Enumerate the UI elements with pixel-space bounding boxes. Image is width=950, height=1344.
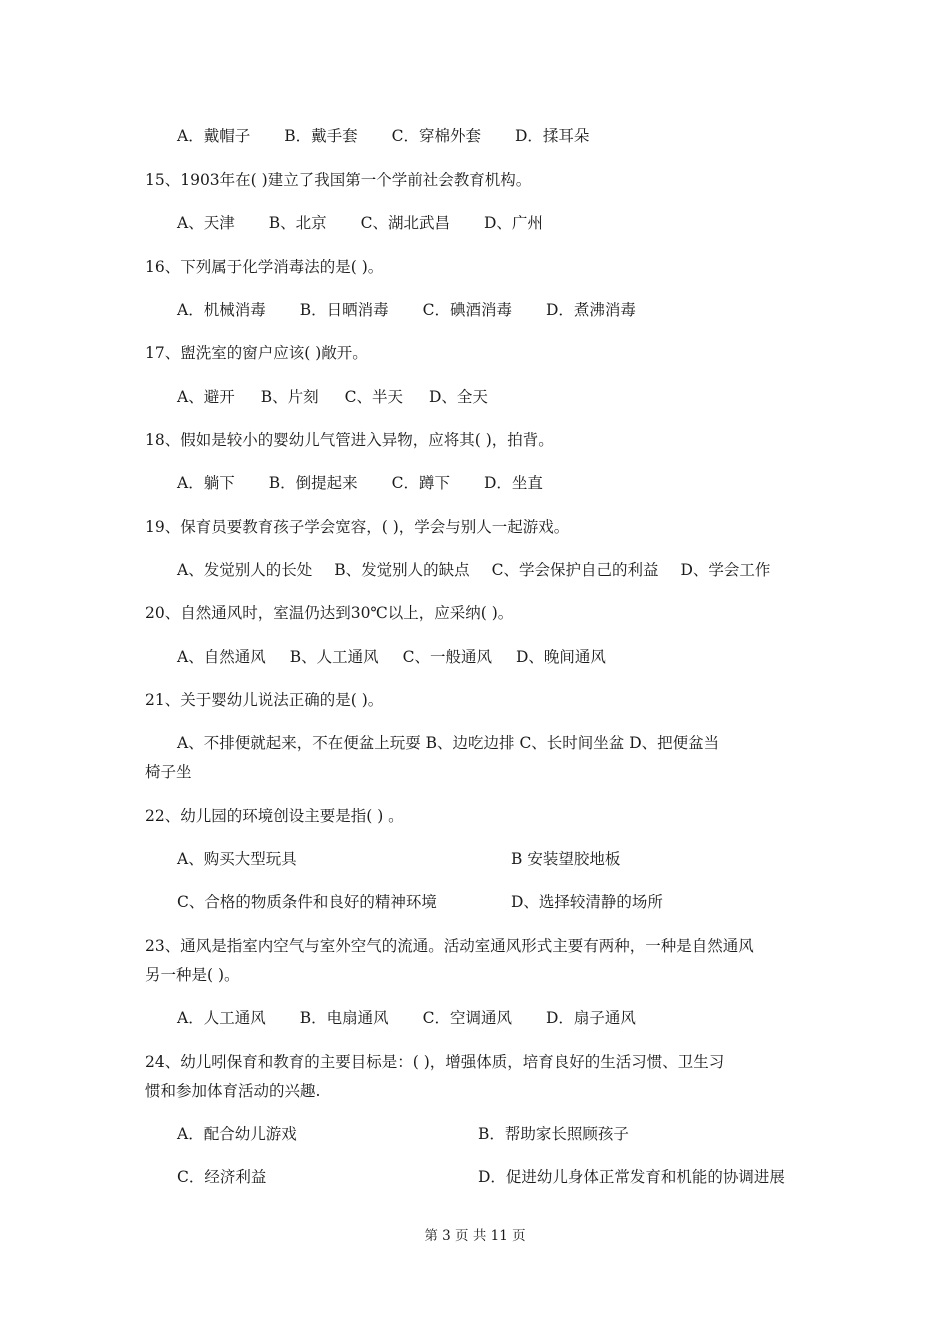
q23-option-b: B．电扇通风 <box>299 1009 389 1027</box>
q18-question: 18、假如是较小的婴幼儿气管进入异物，应将其( )，拍背。 <box>145 431 554 449</box>
q20-question: 20、自然通风时，室温仍达到30℃以上，应采纳( )。 <box>145 604 514 622</box>
q20-options <box>177 647 606 667</box>
q18-option-c: C．蹲下 <box>391 474 450 492</box>
q14-option-c: C．穿棉外套 <box>391 127 481 145</box>
page-footer: 第 3 页 共 11 页 <box>424 1228 526 1244</box>
q18-option-b: B．倒提起来 <box>268 474 358 492</box>
q15-option-c: C、湖北武昌 <box>360 214 450 232</box>
q20-option-a: A、自然通风 <box>177 648 266 666</box>
q19-option-a: A、发觉别人的长处 <box>177 561 313 579</box>
q23-question-line1: 23、通风是指室内空气与室外空气的流通。活动室通风形式主要有两种，一种是自然通风 <box>145 937 754 955</box>
q24-option-d: D．促进幼儿身体正常发育和机能的协调进展 <box>478 1168 785 1186</box>
q16-options <box>177 300 636 320</box>
q14-options <box>177 126 589 146</box>
q18-option-a: A．躺下 <box>177 474 235 492</box>
q22-option-d: D、选择较清静的场所 <box>511 893 663 911</box>
q22-option-a: A、购买大型玩具 <box>177 850 297 868</box>
q23-option-c: C．空调通风 <box>422 1009 512 1027</box>
q17-option-c: C、半天 <box>344 388 403 406</box>
q21-options-line1: A、不排便就起来，不在便盆上玩耍 B、边吃边排 C、长时间坐盆 D、把便盆当 <box>177 734 720 752</box>
q16-option-a: A．机械消毒 <box>177 301 266 319</box>
q24-question-line2: 惯和参加体育活动的兴趣. <box>145 1082 321 1100</box>
q17-option-a: A、避开 <box>177 388 235 406</box>
q22-option-c: C、合格的物质条件和良好的精神环境 <box>177 893 437 911</box>
q20-option-b: B、人工通风 <box>289 648 379 666</box>
q18-option-d: D．坐直 <box>483 474 543 492</box>
q22-option-b: B 安装望胶地板 <box>511 850 621 868</box>
q22-question: 22、幼儿园的环境创设主要是指( ) 。 <box>145 807 404 825</box>
q21-options-line2: 椅子坐 <box>145 763 192 781</box>
q18-options <box>177 473 543 493</box>
q15-question: 15、1903年在( )建立了我国第一个学前社会教育机构。 <box>145 171 532 189</box>
q15-options <box>177 213 543 233</box>
q16-option-c: C．碘酒消毒 <box>422 301 512 319</box>
q19-option-c: C、学会保护自己的利益 <box>491 561 659 579</box>
q16-question: 16、下列属于化学消毒法的是( )。 <box>145 258 384 276</box>
q19-options <box>177 560 770 580</box>
q20-option-c: C、一般通风 <box>402 648 492 666</box>
q14-option-a: A．戴帽子 <box>177 127 251 145</box>
q14-option-b: B．戴手套 <box>284 127 358 145</box>
q21-question: 21、关于婴幼儿说法正确的是( )。 <box>145 691 384 709</box>
q24-option-a: A．配合幼儿游戏 <box>177 1125 297 1143</box>
q23-options <box>177 1008 636 1028</box>
q24-option-b: B．帮助家长照顾孩子 <box>478 1125 629 1143</box>
q14-option-d: D．揉耳朵 <box>514 127 590 145</box>
q19-option-b: B、发觉别人的缺点 <box>334 561 470 579</box>
q24-question-line1: 24、幼儿吲保育和教育的主要目标是：( )，增强体质，培育良好的生活习惯、卫生习 <box>145 1053 725 1071</box>
q19-option-d: D、学会工作 <box>680 561 771 579</box>
q17-question: 17、盥洗室的窗户应该( )敞开。 <box>145 344 368 362</box>
q24-option-c: C．经济利益 <box>177 1168 267 1186</box>
q23-question-line2: 另一种是( )。 <box>145 966 240 984</box>
q19-question: 19、保育员要教育孩子学会宽容，( )，学会与别人一起游戏。 <box>145 518 570 536</box>
q15-option-d: D、广州 <box>483 214 543 232</box>
q23-option-d: D．扇子通风 <box>545 1009 636 1027</box>
q16-option-b: B．日晒消毒 <box>299 301 389 319</box>
q15-option-b: B、北京 <box>268 214 327 232</box>
q17-options <box>177 387 488 407</box>
q15-option-a: A、天津 <box>177 214 235 232</box>
q16-option-d: D．煮沸消毒 <box>545 301 636 319</box>
q23-option-a: A．人工通风 <box>177 1009 266 1027</box>
q17-option-b: B、片刻 <box>260 388 319 406</box>
q20-option-d: D、晚间通风 <box>515 648 606 666</box>
q17-option-d: D、全天 <box>428 388 488 406</box>
